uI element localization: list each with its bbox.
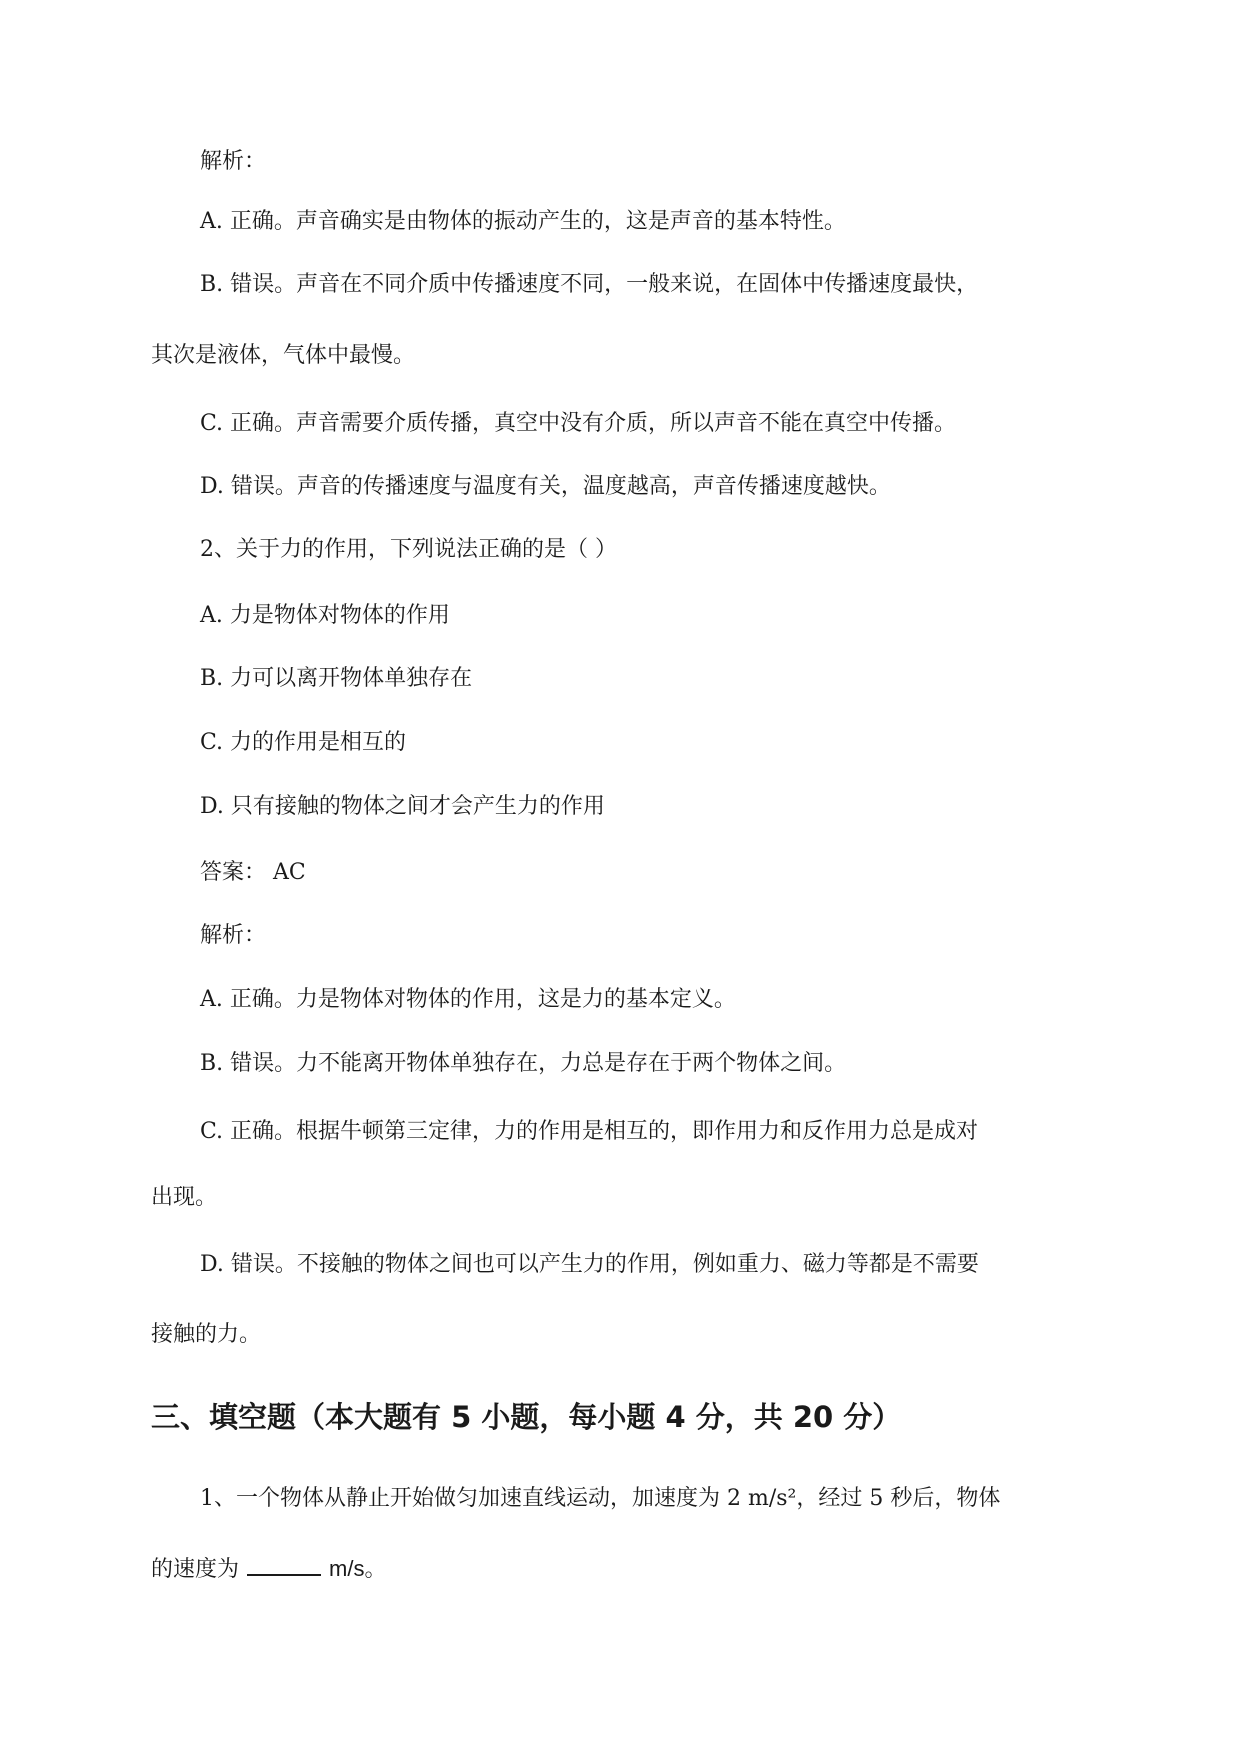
answer-blank xyxy=(247,1552,321,1576)
fill-question-1-line-2 xyxy=(151,1552,386,1585)
fill-question-1-prefix: 的速度为 xyxy=(151,1557,240,1582)
question-2-option-b: B. 力可以离开物体单独存在 xyxy=(200,666,473,691)
fill-question-1-line-1: 1、一个物体从静止开始做匀加速直线运动，加速度为 2 m/s²，经过 5 秒后，物体 xyxy=(200,1486,1001,1511)
analysis-item-b: B. 错误。声音在不同介质中传播速度不同，一般来说，在固体中传播速度最快， xyxy=(200,272,979,297)
question-2-option-d: D. 只有接触的物体之间才会产生力的作用 xyxy=(200,794,605,819)
question-2-option-a: A. 力是物体对物体的作用 xyxy=(200,603,450,628)
analysis-label: 解析： xyxy=(200,149,267,174)
analysis-2-label: 解析： xyxy=(200,923,267,948)
analysis-2-item-d-cont: 接触的力。 xyxy=(151,1322,262,1347)
question-2-option-c: C. 力的作用是相互的 xyxy=(200,730,407,755)
analysis-item-b-cont: 其次是液体，气体中最慢。 xyxy=(151,343,416,368)
fill-question-1-unit: m/s。 xyxy=(329,1556,387,1581)
question-2-answer: 答案： AC xyxy=(200,860,306,885)
section-3-heading: 三、填空题（本大题有 5 小题，每小题 4 分，共 20 分） xyxy=(151,1400,902,1434)
analysis-2-item-d: D. 错误。不接触的物体之间也可以产生力的作用，例如重力、磁力等都是不需要 xyxy=(200,1252,979,1277)
question-2-stem: 2、关于力的作用，下列说法正确的是（ ） xyxy=(200,537,617,562)
analysis-2-item-b: B. 错误。力不能离开物体单独存在，力总是存在于两个物体之间。 xyxy=(200,1051,847,1076)
analysis-item-c: C. 正确。声音需要介质传播，真空中没有介质，所以声音不能在真空中传播。 xyxy=(200,411,957,436)
analysis-item-a: A. 正确。声音确实是由物体的振动产生的，这是声音的基本特性。 xyxy=(200,209,846,234)
analysis-2-item-c-cont: 出现。 xyxy=(151,1185,218,1210)
analysis-2-item-c: C. 正确。根据牛顿第三定律，力的作用是相互的，即作用力和反作用力总是成对 xyxy=(200,1119,979,1144)
analysis-2-item-a: A. 正确。力是物体对物体的作用，这是力的基本定义。 xyxy=(200,987,736,1012)
analysis-item-d: D. 错误。声音的传播速度与温度有关，温度越高，声音传播速度越快。 xyxy=(200,474,891,499)
